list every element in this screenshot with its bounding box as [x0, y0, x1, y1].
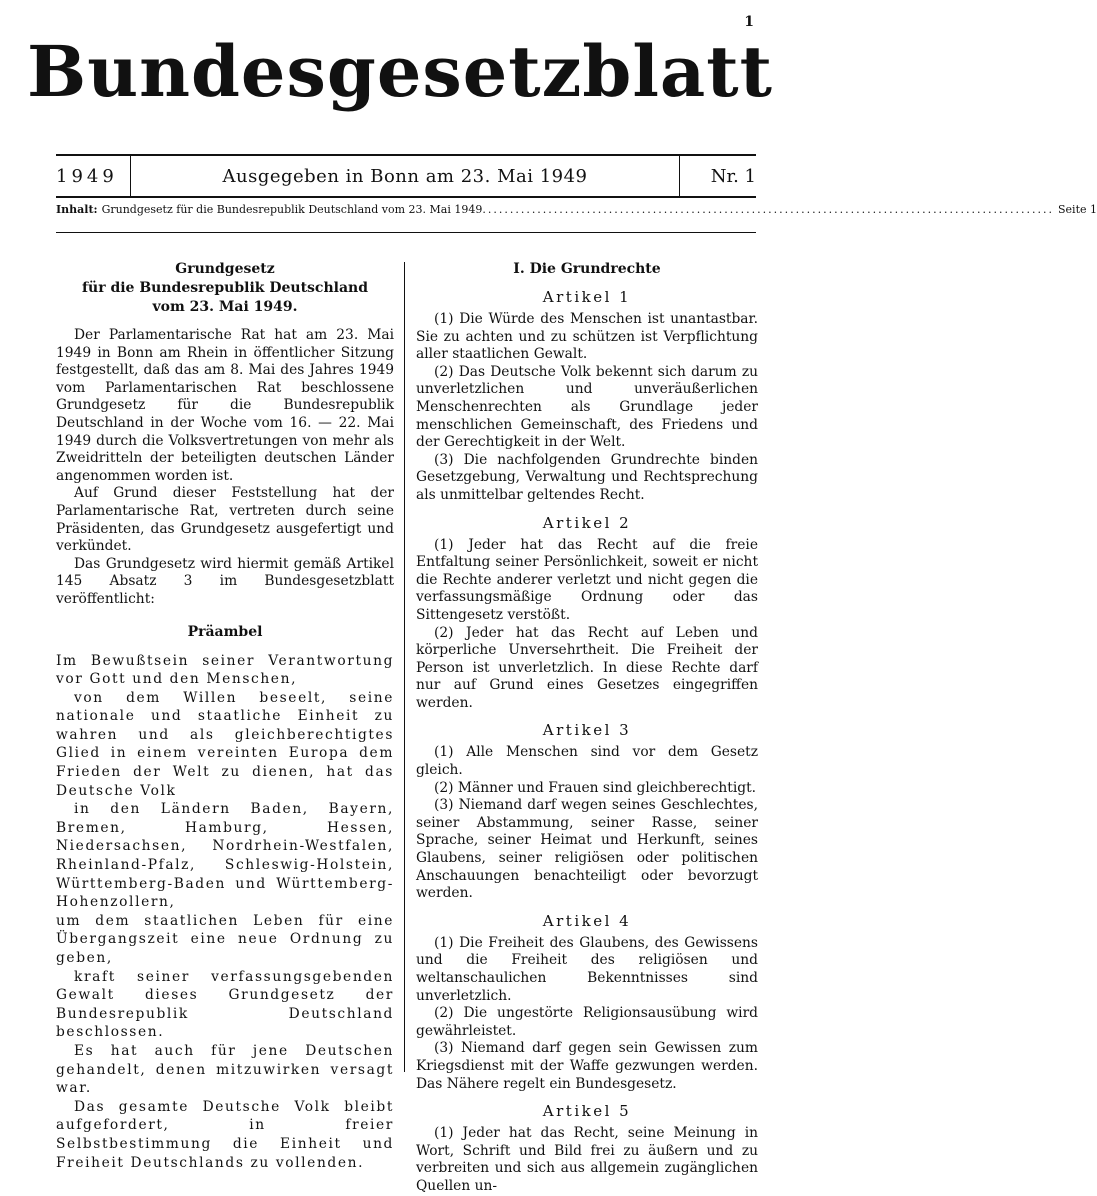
- column-rule: [404, 262, 405, 1072]
- header-divider: [56, 232, 756, 233]
- issue-number: Nr. 1: [710, 165, 756, 187]
- preamble-paragraph-7: Das gesamte Deutsche Volk bleibt aufgefordert, in freier Selbstbestimmung die Einheit und Freiheit Deutschlands zu vollenden.: [56, 1098, 394, 1171]
- table-of-contents: [56, 203, 1097, 216]
- intro-paragraph-2: Auf Grund dieser Feststellung hat der Parlamentarische Rat, vertreten durch seine Präsidenten, das Grundgesetz ausgefertigt und verkündet.: [56, 485, 394, 555]
- article-2-paragraph-2: (2) Jeder hat das Recht auf Leben und körperliche Unversehrtheit. Die Freiheit der Person ist unverletzlich. In diese Rechte darf nur auf Grund eines Gesetzes eingegriffen werden.: [416, 624, 758, 711]
- issue-bar: [56, 154, 756, 198]
- law-title-line-1: Grundgesetz: [175, 261, 275, 277]
- right-column: [416, 260, 758, 1196]
- intro-paragraph-1: Der Parlamentarische Rat hat am 23. Mai 1949 in Bonn am Rhein in öffentlicher Sitzung festgestellt, daß das am 8. Mai des Jahres 1949 vom Parlamentarischen Rat beschlossene Grundgesetz für die Bundesrepublik Deutschland in der Woche vom 16. — 22. Mai 1949 durch die Volksvertretungen von mehr als Zweidritteln der beteiligten deutschen Länder angenommen worden ist.: [56, 327, 394, 484]
- preamble-paragraph-2: von dem Willen beseelt, seine nationale und staatliche Einheit zu wahren und als gleichberechtigtes Glied in einem vereinten Europa dem Frieden der Welt zu dienen, hat das Deutsche Volk: [56, 689, 394, 799]
- article-4-paragraph-1: (1) Die Freiheit des Glaubens, des Gewissens und die Freiheit des religiösen und weltanschaulichen Bekenntnisses sind unverletzlich.: [416, 934, 758, 1004]
- page-number: 1: [744, 14, 754, 30]
- article-4-paragraph-2: (2) Die ungestörte Religionsausübung wird gewährleistet.: [416, 1005, 758, 1039]
- article-4-paragraph-3: (3) Niemand darf gegen sein Gewissen zum Kriegsdienst mit der Waffe gezwungen werden. Das Nähere regelt ein Bundesgesetz.: [416, 1040, 758, 1092]
- section-title: I. Die Grundrechte: [513, 261, 661, 277]
- preamble-paragraph-3: in den Ländern Baden, Bayern, Bremen, Hamburg, Hessen, Niedersachsen, Nordrhein-Westfalen, Rheinland-Pfalz, Schleswig-Holstein, Württemberg-Baden und Württemberg-Hohenzollern,: [56, 801, 394, 911]
- article-1-paragraph-3: (3) Die nachfolgenden Grundrechte binden Gesetzgebung, Verwaltung und Rechtsprechung als unmittelbar geltendes Recht.: [416, 451, 758, 503]
- article-3-paragraph-3: (3) Niemand darf wegen seines Geschlechtes, seiner Abstammung, seiner Rasse, seiner Sprache, seiner Heimat und Herkunft, seines Glaubens, seiner religiösen oder politischen Anschauungen benachteiligt oder bevorzugt werden.: [416, 797, 758, 902]
- law-title-line-2: für die Bundesrepublik Deutschland: [82, 280, 368, 296]
- preamble-paragraph-1: Im Bewußtsein seiner Verantwortung vor Gott und den Menschen,: [56, 652, 394, 688]
- article-3-paragraph-1: (1) Alle Menschen sind vor dem Gesetz gleich.: [416, 744, 758, 779]
- article-2-paragraph-1: (1) Jeder hat das Recht auf die freie Entfaltung seiner Persönlichkeit, soweit er nicht die Rechte anderer verletzt und nicht gegen die verfassungsmäßige Ordnung oder das Sittengesetz verstößt.: [416, 536, 758, 623]
- article-3-title: Artikel 3: [542, 721, 632, 740]
- article-1-title: Artikel 1: [542, 288, 632, 306]
- preamble-paragraph-4: um dem staatlichen Leben für eine Übergangszeit eine neue Ordnung zu geben,: [56, 912, 394, 966]
- article-1-paragraph-2: (2) Das Deutsche Volk bekennt sich darum zu unverletzlichen und unveräußerlichen Menschenrechten als Grundlage jeder menschlichen Gemeinschaft, des Friedens und der Gerechtigkeit in der Welt.: [416, 363, 758, 451]
- masthead-title: Bundesgesetzblatt: [27, 30, 773, 113]
- article-5-paragraph-1: (1) Jeder hat das Recht, seine Meinung in Wort, Schrift und Bild frei zu äußern und zu verbreiten und sich aus allgemein zugänglichen Quellen un-: [416, 1125, 758, 1194]
- contents-page: Seite 1: [1058, 203, 1097, 216]
- law-title-line-3: vom 23. Mai 1949.: [152, 299, 298, 315]
- article-2-title: Artikel 2: [542, 513, 632, 532]
- contents-leader-dots: ........................................................................................................: [482, 203, 1054, 216]
- intro-paragraph-3: Das Grundgesetz wird hiermit gemäß Artikel 145 Absatz 3 im Bundesgesetzblatt veröffentlicht:: [56, 555, 394, 607]
- preamble-paragraph-5: kraft seiner verfassungsgebenden Gewalt dieses Grundgesetz der Bundesrepublik Deutschland beschlossen.: [56, 968, 394, 1041]
- preamble-title: Präambel: [187, 623, 263, 640]
- article-1-paragraph-1: (1) Die Würde des Menschen ist unantastbar. Sie zu achten und zu schützen ist Verpflichtung aller staatlichen Gewalt.: [416, 311, 758, 363]
- preamble-paragraph-6: Es hat auch für jene Deutschen gehandelt, denen mitzuwirken versagt war.: [56, 1042, 394, 1097]
- left-column: [56, 260, 394, 1172]
- contents-label: Inhalt:: [56, 203, 98, 216]
- article-5-title: Artikel 5: [542, 1102, 632, 1121]
- issue-year: 1949: [56, 165, 118, 187]
- article-4-title: Artikel 4: [542, 911, 632, 930]
- contents-entry: Grundgesetz für die Bundesrepublik Deutschland vom 23. Mai 1949: [101, 203, 483, 216]
- issue-date: Ausgegeben in Bonn am 23. Mai 1949: [222, 165, 588, 187]
- article-3-paragraph-2: (2) Männer und Frauen sind gleichberechtigt.: [434, 779, 757, 796]
